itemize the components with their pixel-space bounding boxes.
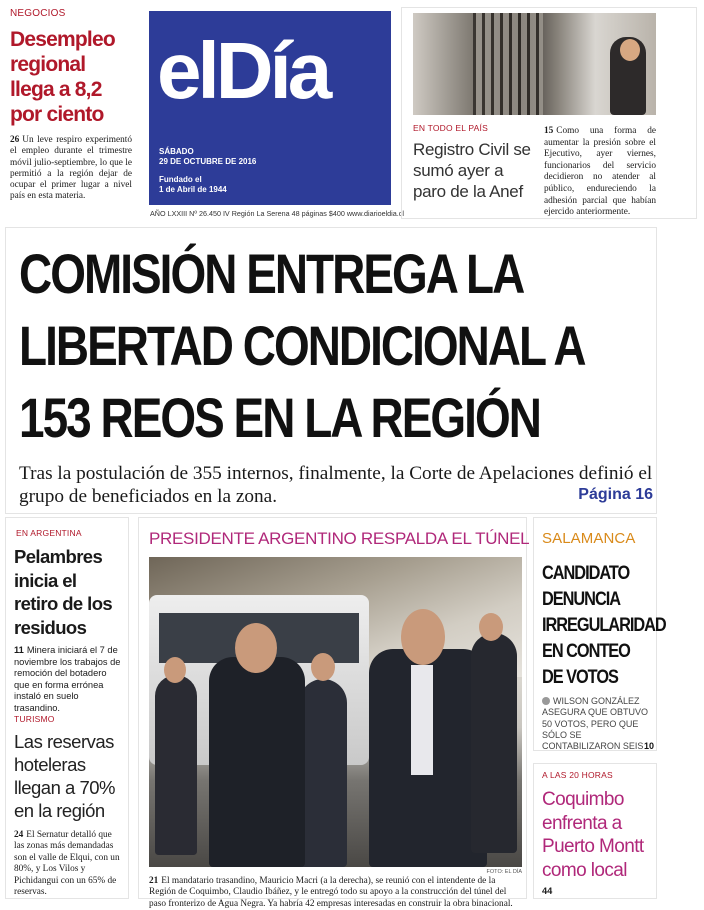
teaser-registro-page: 15: [544, 126, 554, 136]
photo-person-face: [311, 653, 335, 681]
teaser-turismo-headline[interactable]: Las reservas hoteleras llegan a 70% en la región: [14, 731, 115, 821]
main-story[interactable]: [6, 228, 656, 513]
teaser-negocios-kicker: NEGOCIOS: [10, 8, 66, 19]
main-headline-line: COMISIÓN ENTREGA LA: [19, 242, 524, 305]
teaser-salamanca-page: 10: [643, 741, 654, 752]
photo-president-face: [401, 609, 445, 665]
bullet-icon: [542, 697, 550, 705]
photo-credit: FOTO: EL DÍA: [486, 869, 522, 875]
center-story[interactable]: [139, 518, 530, 909]
teaser-argentina-page: 11: [14, 645, 24, 655]
photo-person-face: [479, 613, 503, 641]
main-headline-line: 153 REOS EN LA REGIÓN: [19, 386, 540, 449]
main-headline[interactable]: [19, 238, 585, 454]
photo-person-head: [620, 39, 640, 61]
teaser-turismo[interactable]: [6, 714, 128, 898]
teaser-registro-text: Como una forma de aumentar la presión sobre el Ejecutivo, ayer viernes, funcionarios del servicio decidieron no atender al público, endureciendo la adhesión parcial que habían ejercido anteriormente.: [544, 126, 656, 218]
teaser-salamanca[interactable]: [534, 518, 666, 752]
photo-person-face: [164, 657, 186, 683]
photo-intendente: [209, 657, 305, 867]
teaser-coquimbo-kicker: A LAS 20 HORAS: [542, 770, 613, 780]
teaser-argentina-text: Minera iniciará el 7 de noviembre los trabajos de remoción del botadero que en forma errónea instaló en suelo trasandino.: [14, 645, 121, 713]
photo-president-shirt: [411, 665, 433, 775]
photo-person: [471, 633, 517, 853]
teaser-salamanca-body: [542, 696, 654, 752]
photo-person: [299, 679, 347, 867]
center-story-caption-text: El mandatario trasandino, Mauricio Macri (a la derecha), se reunió con el intendente de la Región de Coquimbo, Claudio Ibáñez, y le entregó todo su apoyo a la construcción del túnel del paso fronterizo de Agua Negra. Ya habría 42 empresas interesadas en construir la obra binacional.: [149, 876, 513, 909]
center-story-caption: [149, 876, 522, 910]
teaser-argentina-body: [14, 645, 124, 714]
teaser-registro[interactable]: [402, 8, 696, 218]
teaser-turismo-kicker: TURISMO: [14, 714, 55, 724]
teaser-negocios-body: [10, 135, 132, 203]
teaser-coquimbo-headline[interactable]: Coquimbo enfrenta a Puerto Montt como local: [542, 789, 644, 881]
teaser-negocios-headline[interactable]: Desempleo regional llega a 8,2 por ciento: [10, 28, 115, 126]
photo-person: [155, 675, 197, 855]
newspaper-logo[interactable]: elDía: [157, 26, 329, 115]
teaser-registro-kicker: EN TODO EL PAÍS: [413, 123, 488, 133]
teaser-argentina-headline[interactable]: Pelambres inicia el retiro de los residuos: [14, 546, 113, 638]
teaser-registro-body: [544, 126, 656, 219]
center-story-title[interactable]: PRESIDENTE ARGENTINO RESPALDA EL TÚNEL: [149, 529, 530, 548]
teaser-turismo-page: 24: [14, 830, 24, 840]
teaser-coquimbo-page: 44: [542, 886, 553, 896]
main-headline-line: LIBERTAD CONDICIONAL A: [19, 314, 585, 377]
main-page-ref[interactable]: Página 16: [578, 486, 653, 503]
teaser-negocios-page: 26: [10, 135, 20, 145]
teaser-salamanca-headline[interactable]: CANDIDATO DENUNCIA IRREGULARIDAD EN CONTEO DE VOTOS: [542, 563, 666, 688]
masthead-info: AÑO LXXIII Nº 26.450 IV Región La Serena 48 páginas $400 www.diarioeldia.cl: [150, 209, 404, 218]
right-column: [534, 518, 666, 898]
issue-date: SÁBADO 29 DE OCTUBRE DE 2016: [159, 147, 257, 166]
teaser-salamanca-kicker: SALAMANCA: [542, 530, 636, 547]
teaser-coquimbo[interactable]: [534, 764, 656, 898]
photo-bars: [473, 13, 543, 115]
teaser-registro-headline[interactable]: Registro Civil se sumó ayer a paro de la Anef: [413, 140, 531, 201]
teaser-salamanca-text: WILSON GONZÁLEZ ASEGURA QUE OBTUVO 50 VOTOS, PERO QUE SÓLO SE CONTABILIZARON SEIS: [542, 696, 649, 752]
teaser-negocios[interactable]: [10, 8, 132, 208]
photo-intendente-face: [235, 623, 277, 673]
registro-photo: [413, 13, 656, 115]
left-column: [6, 518, 128, 898]
center-story-photo: [149, 557, 522, 867]
founded-date: Fundado el 1 de Abril de 1944: [159, 175, 227, 194]
main-deck: Tras la postulación de 355 internos, finalmente, la Corte de Apelaciones definió el grupo de beneficiados en la zona.: [19, 463, 653, 507]
masthead: [149, 11, 391, 205]
teaser-turismo-body: [14, 830, 124, 898]
teaser-argentina-kicker: EN ARGENTINA: [16, 528, 82, 538]
teaser-argentina[interactable]: [6, 528, 128, 714]
teaser-turismo-text: El Sernatur detalló que las zonas más demandadas son el valle de Elqui, con un 80%, y Los Vilos y Pichidangui con un 65% de reservas.: [14, 830, 120, 898]
center-story-page: 21: [149, 876, 159, 886]
teaser-negocios-text: Un leve respiro experimentó el empleo durante el trimestre móvil julio-septiembre, lo que le permitió a la región dejar de ocupar el primer lugar a nivel país en esta materia.: [10, 135, 132, 202]
